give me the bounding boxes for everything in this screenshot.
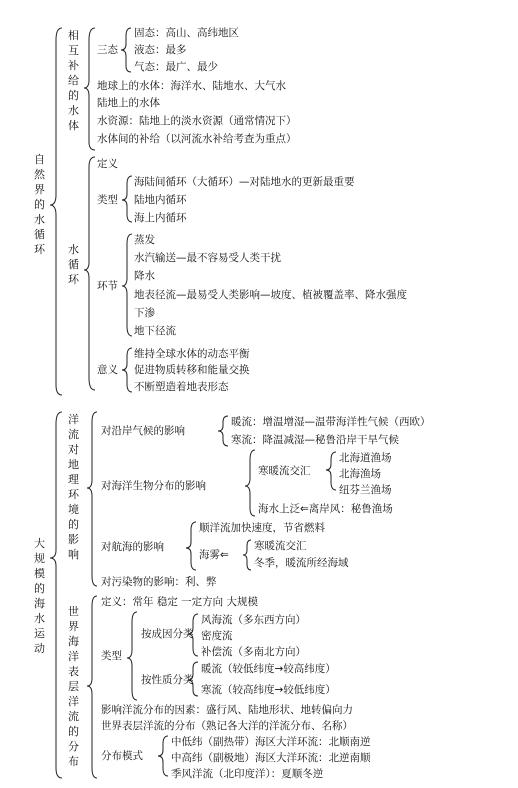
fog-item: 寒暖流交汇	[254, 540, 307, 552]
cycle-type-item: 陆地内循环	[134, 194, 187, 206]
link-item: 蒸发	[134, 234, 155, 246]
brace-cycle	[84, 157, 95, 390]
pattern-item: 季风洋流（北印度洋）：夏顺冬逆	[171, 768, 324, 780]
brace-shipping	[186, 522, 196, 570]
current-distribution: 世界表层洋流的分布（熟记各大洋的洋流分布、名称）	[101, 720, 353, 732]
climate-item: 寒流：降温减湿—秘鲁沿岸干旱气候	[231, 434, 399, 446]
current-factors: 影响洋流分布的因素：盛行风、陆地形状、地转偏向力	[101, 704, 353, 716]
mutual-item: 水资源：陆地上的淡水资源（通常情况下）	[97, 115, 297, 127]
fog-item: 冬季，暖流所经海域	[254, 557, 349, 569]
brace-fog	[243, 540, 251, 570]
cycle-label: 水循环	[68, 243, 79, 286]
current-definition: 定义：常年 稳定 一定方向 大规模	[101, 596, 259, 608]
brace-biology	[245, 450, 255, 516]
cause-item: 密度流	[201, 630, 233, 642]
mutual-label: 相互补给的水体	[68, 29, 79, 132]
patterns-label: 分布模式	[101, 750, 143, 762]
link-item: 水汽输送—最不容易受人类干扰	[134, 252, 281, 264]
currents-label: 世界海洋表层洋流的分布	[68, 605, 79, 768]
mutual-item: 地球上的水体：海洋水、陆地水、大气水	[97, 80, 286, 92]
upwelling-item: 海水上泛⇐离岸风：秘鲁渔场	[258, 503, 393, 515]
cycle-type-item: 海上内循环	[134, 212, 187, 224]
biology-label: 对海洋生物分布的影响	[101, 480, 206, 492]
current-types-label: 类型	[101, 650, 122, 662]
three-states-label: 三态	[97, 44, 118, 56]
brace-patterns	[158, 736, 168, 776]
mix-item: 纽芬兰渔场	[339, 484, 392, 496]
pollution-item: 对污染物的影响：利、弊	[101, 576, 217, 588]
link-item: 地表径流—最易受人类影响—坡度、植被覆盖率、降水强度	[134, 289, 407, 301]
cause-item: 风海流（多东西方向）	[201, 614, 306, 626]
pattern-item: 中低纬（副热带）海区大洋环流：北顺南逆	[171, 736, 371, 748]
link-item: 降水	[134, 270, 155, 282]
fog-label: 海雾⇐	[199, 549, 229, 561]
cause-item: 补偿流（多南北方向）	[201, 646, 306, 658]
pattern-item: 中高纬（副极地）海区大洋环流：北逆南顺	[171, 752, 371, 764]
mix-item: 北海渔场	[339, 468, 381, 480]
cycle-types-label: 类型	[97, 194, 118, 206]
shipping-label: 对航海的影响	[101, 541, 164, 553]
nature-item: 暖流（较低纬度→较高纬度）	[201, 663, 336, 675]
cycle-definition: 定义	[97, 158, 118, 170]
brace-mutual	[84, 28, 95, 150]
brace-part1	[50, 28, 62, 395]
three-states-item: 液态：最多	[134, 44, 187, 56]
meaning-item: 促进物质转移和能量交换	[134, 364, 250, 376]
climate-label: 对沿岸气候的影响	[101, 425, 185, 437]
brace-climate	[218, 416, 228, 446]
meaning-label: 意义	[97, 364, 118, 376]
mix-item: 北海道渔场	[339, 452, 392, 464]
brace-cycle-types	[122, 176, 132, 222]
three-states-item: 固态：高山、高纬地区	[134, 27, 239, 39]
influence-label: 洋流对地理环境的影响	[68, 413, 79, 561]
brace-current-types	[127, 612, 137, 700]
brace-three-states	[121, 28, 131, 72]
brace-currents	[87, 596, 97, 778]
brace-influence	[87, 412, 97, 586]
shipping-item: 顺洋流加快速度，节省燃料	[199, 522, 325, 534]
meaning-item: 不断塑造着地表形态	[134, 381, 229, 393]
mutual-item: 陆地上的水体	[97, 97, 160, 109]
climate-item: 暖流：增温增湿—温带海洋性气候（西欧）	[231, 416, 431, 428]
nature-label: 按性质分类	[141, 674, 194, 686]
three-states-item: 气态：最广、最少	[134, 61, 218, 73]
nature-item: 寒流（较高纬度→较低纬度）	[201, 684, 336, 696]
link-item: 地下径流	[134, 325, 176, 337]
mutual-item: 水体间的补给（以河流水补给考查为重点）	[97, 133, 297, 145]
mix-label: 寒暖流交汇	[258, 465, 311, 477]
link-item: 下渗	[134, 307, 155, 319]
root-label-part2: 大规模的海水运动	[34, 537, 45, 655]
meaning-item: 维持全球水体的动态平衡	[134, 348, 250, 360]
brace-part2	[50, 412, 62, 778]
root-label-part1: 自然界的水循环	[34, 153, 45, 256]
cause-label: 按成因分类	[141, 628, 194, 640]
cycle-type-item: 海陆间循环（大循环）—对陆地水的更新最重要	[134, 176, 355, 188]
brace-links	[122, 234, 132, 336]
brace-meaning	[122, 348, 132, 392]
brace-mix	[326, 452, 336, 490]
links-label: 环节	[97, 280, 118, 292]
